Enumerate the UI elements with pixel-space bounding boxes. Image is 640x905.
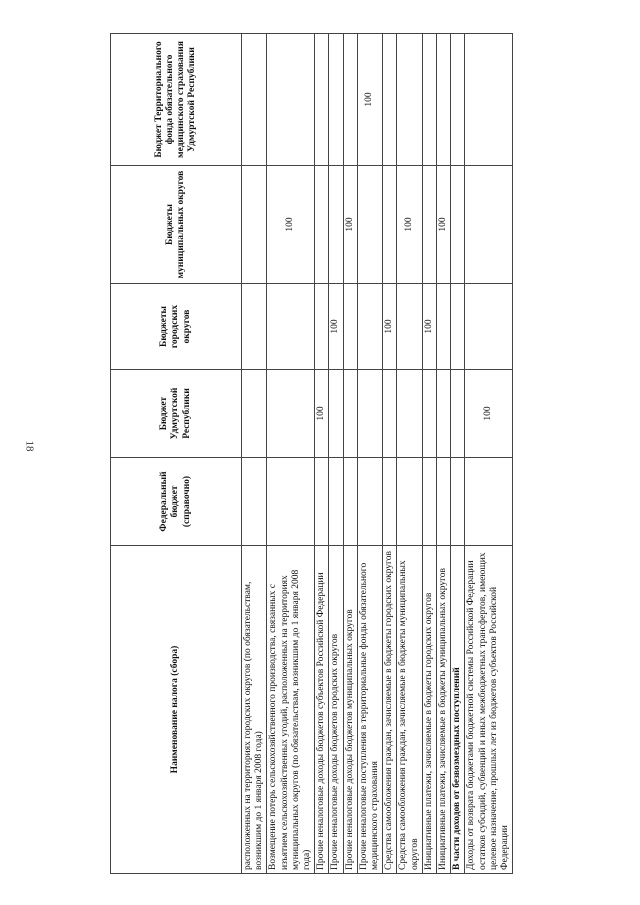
tax-name-cell: Прочие неналоговые доходы бюджетов муниципальных округов bbox=[343, 546, 357, 874]
value-cell: 100 bbox=[383, 284, 397, 370]
value-cell: 100 bbox=[357, 34, 382, 166]
table-row bbox=[383, 34, 397, 874]
value-cell bbox=[465, 284, 513, 370]
tax-name-cell: Средства самообложения граждан, зачисляемые в бюджеты муниципальных округов bbox=[397, 546, 422, 874]
header-city-districts: Бюджеты городских округов bbox=[111, 284, 242, 370]
value-cell bbox=[397, 370, 422, 458]
value-cell bbox=[451, 458, 465, 546]
tax-name-cell: Инициативные платежи, зачисляемые в бюджеты муниципальных округов bbox=[437, 546, 451, 874]
value-cell: 100 bbox=[437, 166, 451, 284]
value-cell bbox=[437, 458, 451, 546]
tax-name-cell: Прочие неналоговые доходы бюджетов городских округов bbox=[329, 546, 343, 874]
tax-name-cell: расположенных на территориях городских округов (по обязательствам, возникшим до 1 января 2008 года) bbox=[242, 546, 267, 874]
value-cell bbox=[451, 284, 465, 370]
value-cell bbox=[357, 166, 382, 284]
value-cell bbox=[242, 34, 267, 166]
value-cell bbox=[357, 458, 382, 546]
table-row bbox=[437, 34, 451, 874]
value-cell bbox=[397, 458, 422, 546]
value-cell bbox=[267, 284, 315, 370]
table-row bbox=[397, 34, 422, 874]
value-cell bbox=[357, 370, 382, 458]
value-cell: 100 bbox=[397, 166, 422, 284]
value-cell bbox=[422, 166, 436, 284]
value-cell bbox=[343, 370, 357, 458]
value-cell bbox=[315, 284, 329, 370]
section-title: В части доходов от безвозмездных поступлений bbox=[451, 546, 465, 874]
value-cell bbox=[343, 284, 357, 370]
value-cell bbox=[267, 370, 315, 458]
header-tax-name: Наименование налога (сбора) bbox=[111, 546, 242, 874]
value-cell bbox=[383, 34, 397, 166]
table-row bbox=[465, 34, 513, 874]
tax-name-cell: Прочие неналоговые доходы бюджетов субъектов Российской Федерации bbox=[315, 546, 329, 874]
value-cell bbox=[465, 34, 513, 166]
table-row bbox=[343, 34, 357, 874]
header-medical-insurance-fund: Бюджет Территориального фонда обязательного медицинского страхования Удмуртской Республики bbox=[111, 34, 242, 166]
table-row bbox=[422, 34, 436, 874]
value-cell bbox=[242, 458, 267, 546]
value-cell bbox=[242, 370, 267, 458]
value-cell bbox=[465, 458, 513, 546]
value-cell bbox=[422, 458, 436, 546]
value-cell: 100 bbox=[465, 370, 513, 458]
value-cell: 100 bbox=[343, 166, 357, 284]
value-cell bbox=[437, 370, 451, 458]
value-cell: 100 bbox=[315, 370, 329, 458]
tax-name-cell: Прочие неналоговые поступления в территориальные фонды обязательного медицинского страхования bbox=[357, 546, 382, 874]
value-cell bbox=[315, 34, 329, 166]
tax-name-cell: Доходы от возврата бюджетами бюджетной системы Российской Федерации остатков субсидий, субвенций и иных межбюджетных трансфертов, имеющих целевое назначение, прошлых лет из бюджетов субъектов Российской Федерации bbox=[465, 546, 513, 874]
value-cell bbox=[267, 34, 315, 166]
value-cell bbox=[343, 34, 357, 166]
value-cell bbox=[397, 34, 422, 166]
header-udmurt-budget: Бюджет Удмуртской Республики bbox=[111, 370, 242, 458]
value-cell bbox=[343, 458, 357, 546]
value-cell bbox=[357, 284, 382, 370]
table-row bbox=[329, 34, 343, 874]
value-cell: 100 bbox=[422, 284, 436, 370]
value-cell bbox=[329, 34, 343, 166]
tax-distribution-table bbox=[110, 33, 513, 874]
value-cell bbox=[267, 458, 315, 546]
tax-name-cell: Средства самообложения граждан, зачисляемые в бюджеты городских округов bbox=[383, 546, 397, 874]
value-cell bbox=[242, 284, 267, 370]
table-row bbox=[267, 34, 315, 874]
header-row bbox=[111, 34, 242, 874]
header-municipal-districts: Бюджеты муниципальных округов bbox=[111, 166, 242, 284]
value-cell bbox=[422, 34, 436, 166]
value-cell: 100 bbox=[329, 284, 343, 370]
tax-name-cell: Возмещение потерь сельскохозяйственного производства, связанных с изъятием сельскохозяйственных угодий, расположенных на территориях муниципальных округов (по обязательствам, возникшим до 1 января 2008 года) bbox=[267, 546, 315, 874]
value-cell bbox=[437, 284, 451, 370]
header-federal-budget: Федеральный бюджет (справочно) bbox=[111, 458, 242, 546]
rotated-table-wrapper bbox=[110, 34, 511, 874]
value-cell bbox=[329, 370, 343, 458]
value-cell bbox=[242, 166, 267, 284]
table-row bbox=[315, 34, 329, 874]
value-cell bbox=[383, 458, 397, 546]
rotated-content bbox=[110, 34, 511, 874]
value-cell bbox=[451, 370, 465, 458]
value-cell bbox=[329, 458, 343, 546]
table-row bbox=[357, 34, 382, 874]
page-number: 18 bbox=[23, 440, 36, 452]
value-cell bbox=[315, 458, 329, 546]
tax-name-cell: Инициативные платежи, зачисляемые в бюджеты городских округов bbox=[422, 546, 436, 874]
value-cell bbox=[465, 166, 513, 284]
value-cell: 100 bbox=[267, 166, 315, 284]
value-cell bbox=[315, 166, 329, 284]
value-cell bbox=[383, 370, 397, 458]
value-cell bbox=[397, 284, 422, 370]
value-cell bbox=[422, 370, 436, 458]
value-cell bbox=[383, 166, 397, 284]
value-cell bbox=[329, 166, 343, 284]
value-cell bbox=[451, 166, 465, 284]
value-cell bbox=[437, 34, 451, 166]
table-row bbox=[242, 34, 267, 874]
section-row bbox=[451, 34, 465, 874]
value-cell bbox=[451, 34, 465, 166]
